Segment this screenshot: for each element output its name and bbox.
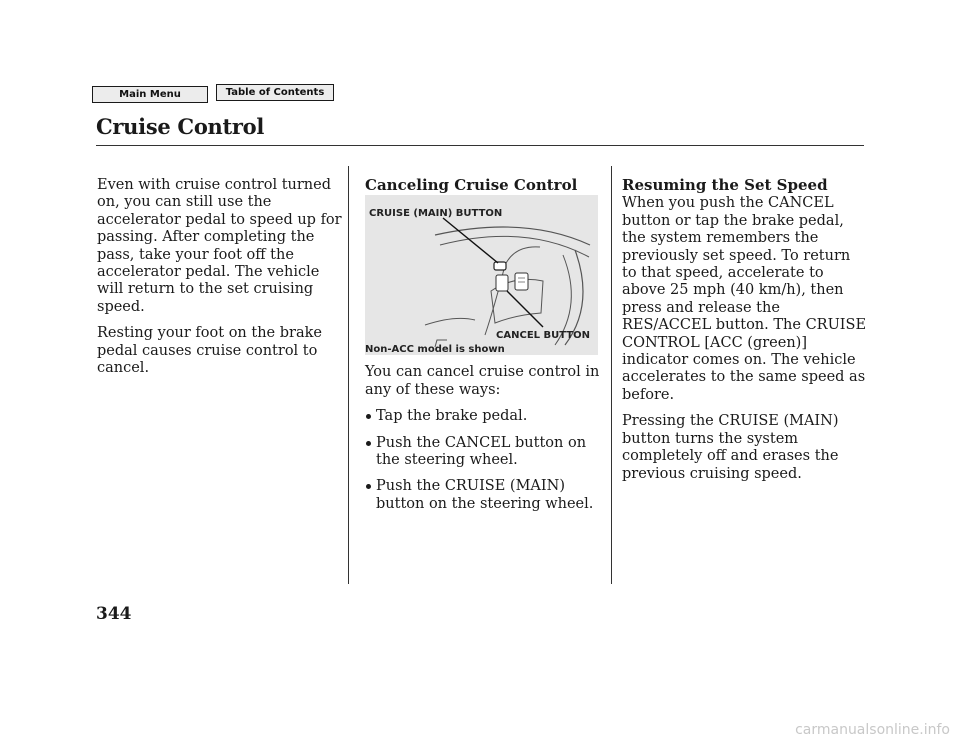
steering-wheel-figure — [365, 195, 598, 355]
heading-canceling: Canceling Cruise Control — [365, 176, 578, 194]
paragraph: When you push the CANCEL button or tap the brake pedal, the system remembers the previously set speed. To return to that speed, accelerate to above 25 mph (40 km/h), then press and release the RES/ACCEL button. The CRUISE CONTROL [ACC (green)] indicator comes on. The vehicle accelerates to the same speed as before. — [622, 195, 867, 403]
cancel-button-shape — [515, 273, 528, 290]
paragraph: Pressing the CRUISE (MAIN) button turns the system completely off and erases the previous cruising speed. — [622, 413, 839, 482]
paragraph: You can cancel cruise control in any of these ways: — [365, 364, 600, 398]
figure-caption: Non-ACC model is shown — [365, 344, 505, 356]
paragraph: Even with cruise control turned on, you can still use the accelerator pedal to speed up for passing. After completing the pass, take your foot off the accelerator pedal. The vehicle will return to the set cruising speed. — [97, 177, 342, 315]
watermark: carmanualsonline.info — [795, 722, 950, 738]
column-divider-1 — [348, 166, 349, 584]
column-2 — [365, 177, 605, 522]
section-title: Cruise Control — [96, 114, 265, 139]
list-item: Tap the brake pedal. — [365, 408, 605, 425]
column-1 — [97, 177, 347, 386]
main-menu-button[interactable]: Main Menu — [92, 86, 208, 103]
cancel-button-label: CANCEL BUTTON — [496, 330, 590, 342]
paragraph: Resting your foot on the brake pedal causes cruise control to cancel. — [97, 325, 322, 377]
title-divider — [96, 145, 864, 146]
heading-resuming: Resuming the Set Speed — [622, 176, 828, 194]
column-3 — [622, 177, 867, 492]
cancel-methods-list — [365, 408, 605, 513]
page-number: 344 — [96, 604, 132, 624]
table-of-contents-button[interactable]: Table of Contents — [216, 84, 334, 101]
list-item: Push the CANCEL button on the steering wheel. — [365, 435, 605, 470]
cruise-main-button-shape — [494, 262, 506, 270]
cruise-main-button-label: CRUISE (MAIN) BUTTON — [369, 208, 503, 220]
column-divider-2 — [611, 166, 612, 584]
list-item: Push the CRUISE (MAIN) button on the steering wheel. — [365, 478, 605, 513]
